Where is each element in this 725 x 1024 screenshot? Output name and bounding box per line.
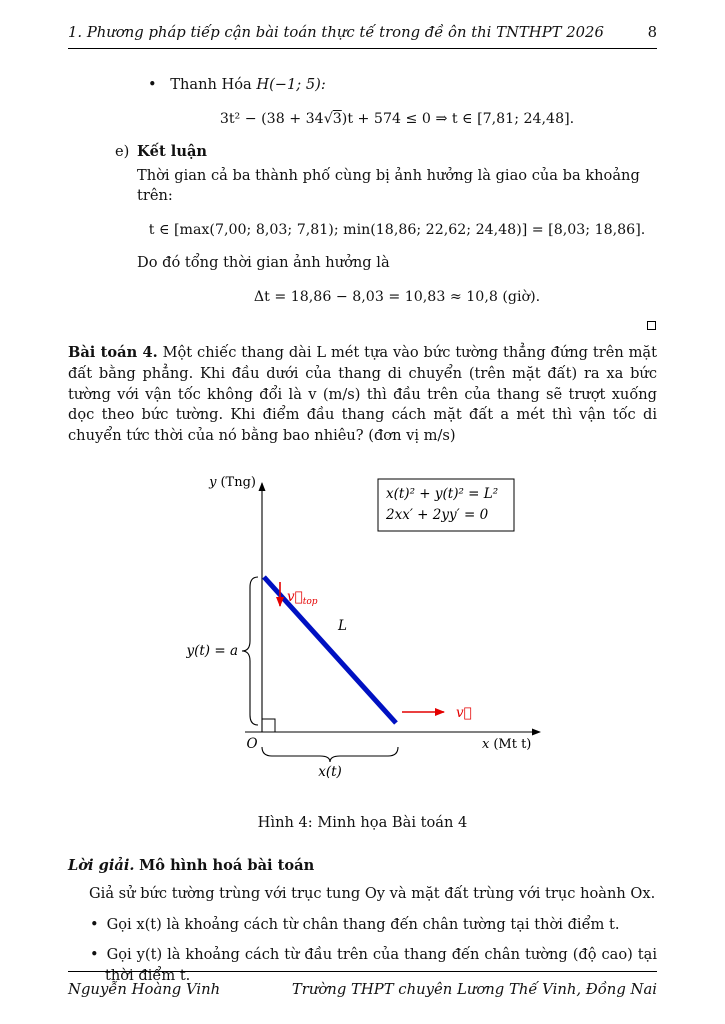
eq1-post: )t + 574 ≤ 0 ⇒ t ∈ [7,81; 24,48]. [341, 110, 575, 127]
eq1-radicand: 3 [332, 110, 342, 127]
footer-author: Nguyễn Hoàng Vinh [68, 981, 221, 998]
qed-square [647, 321, 656, 330]
solution-intro: Giả sử bức tường trùng với trục tung Oy và mặt đất trùng với trục hoành Ox. [89, 884, 656, 902]
page-number: 8 [647, 24, 657, 41]
base-brace [262, 747, 398, 762]
figure-4-diagram [184, 471, 564, 781]
page-header [68, 22, 657, 49]
problem-4-text: Một chiếc thang dài L mét tựa vào bức tường thẳng đứng trên mặt đất bằng phẳng. Khi đầu dưới của thang di chuyển (trên mặt đất) ra xa bức tường với vận tốc không đổi là v (m/s) thì đầu trên của thang sẽ trượt xuống dọc theo bức tường. Khi điểm đầu thang cách mặt đất a mét thì vận tốc di chuyển tức thời của nó bằng bao nhiêu? (đơn vị m/s) [68, 344, 658, 444]
item-e-label: e) [115, 142, 130, 160]
height-label: y(t) = a [186, 642, 238, 659]
velocity-top-label: $v⃗_{top}$ [287, 588, 318, 607]
velocity-label: v⃗ [456, 704, 472, 721]
list-item-thanh-hoa [148, 75, 657, 96]
city-coords: H(−1; 5): [256, 76, 326, 93]
city-name: Thanh Hóa [170, 76, 257, 93]
equation-intersection: t ∈ [max(7,00; 8,03; 7,81); min(18,86; 22,62; 24,48)] = [8,03; 18,86]. [148, 222, 646, 239]
ladder-line [264, 577, 396, 723]
item-e-text: Thời gian cả ba thành phố cùng bị ảnh hưởng là giao của ba khoảng trên: [137, 166, 640, 205]
solution-heading [68, 856, 657, 877]
problem-4-statement [68, 343, 657, 447]
solution-label: Lời giải. [68, 857, 135, 875]
figure-4 [184, 471, 657, 788]
solution-bullet-x: • Gọi x(t) là khoảng cách từ chân thang đến chân tường tại thời điểm t. [105, 915, 657, 936]
base-label: x(t) [318, 763, 342, 780]
equation-delta-t: Δt = 18,86 − 8,03 = 10,83 ≈ 10,8 (giờ). [253, 288, 541, 305]
header-title: 1. Phương pháp tiếp cận bài toán thực tế trong đề ôn thi TNTHPT 2026 [68, 24, 604, 41]
item-e-title: Kết luận [137, 142, 208, 160]
figure-caption: Hình 4: Minh họa Bài toán 4 [257, 814, 468, 832]
box-equation-1: x(t)² + y(t)² = L² [386, 485, 499, 502]
ladder-length-label: L [338, 617, 347, 634]
height-brace [242, 577, 258, 725]
footer-affiliation: Trường THPT chuyên Lương Thế Vinh, Đồng Nai [291, 981, 657, 998]
eq1-pre: 3t² − (38 + 34 [219, 110, 324, 127]
x-axis-label: x (Mt t) [482, 736, 532, 752]
equation-thanh-hoa [137, 109, 657, 129]
solution-subtitle: Mô hình hoá bài toán [139, 857, 315, 875]
item-e-text-2: Do đó tổng thời gian ảnh hưởng là [137, 254, 390, 272]
y-axis-label: y (Tng) [209, 474, 256, 490]
problem-4-label: Bài toán 4. [68, 344, 158, 362]
origin-label: O [246, 735, 258, 752]
right-angle-marker [262, 719, 275, 732]
solution-bullet-y: • Gọi y(t) là khoảng cách từ đầu trên của thang đến chân tường (độ cao) tại thời điểm t. [105, 945, 657, 986]
list-item-conclusion [115, 142, 657, 307]
box-equation-2: 2xx′ + 2yy′ = 0 [386, 506, 489, 523]
eq1-radical: √ [323, 110, 333, 127]
page-footer [68, 971, 657, 1000]
